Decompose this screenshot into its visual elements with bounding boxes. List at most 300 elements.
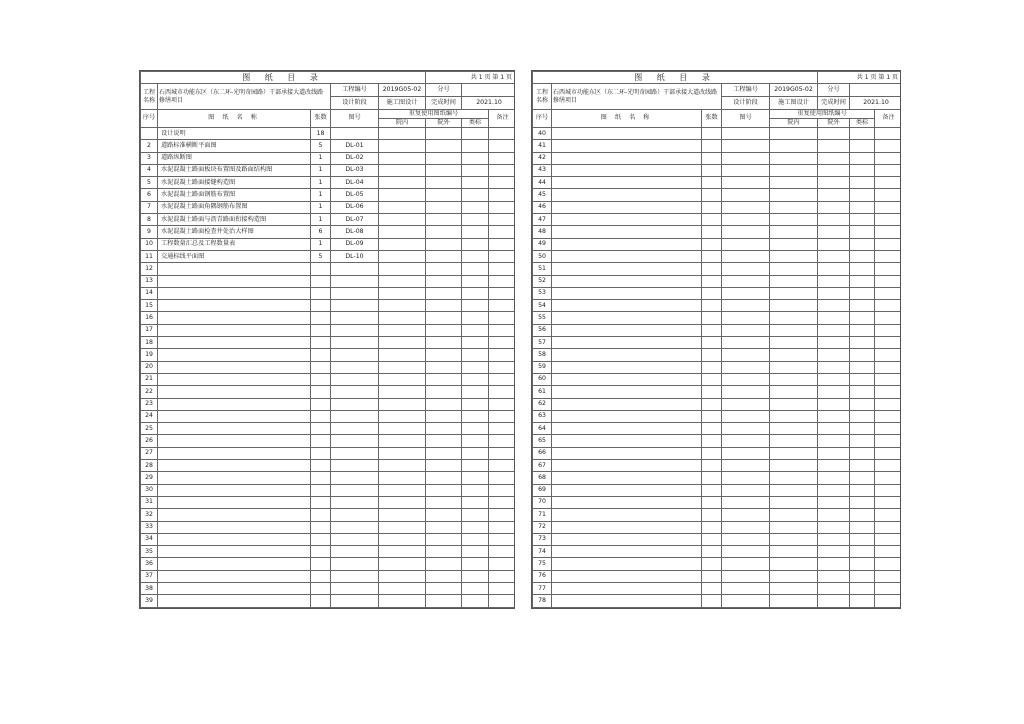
row-standard (850, 386, 875, 398)
row-remarks (875, 128, 901, 140)
col-header-internal: 院内 (379, 119, 426, 128)
row-standard (850, 152, 875, 164)
row-internal (379, 533, 426, 545)
page-count: 共 1 页 第 1 页 (818, 72, 901, 84)
row-drawing-no (722, 177, 770, 189)
row-remarks (489, 275, 515, 287)
row-standard (462, 558, 489, 570)
row-drawing-no (331, 300, 379, 312)
row-external (818, 460, 850, 472)
row-seq: 68 (533, 472, 552, 484)
row-external (818, 177, 850, 189)
completion-date-label: 完成时间 (426, 97, 462, 110)
table-row (533, 226, 902, 238)
row-standard (462, 189, 489, 201)
completion-date-label: 完成时间 (818, 97, 850, 110)
table-row (533, 337, 902, 349)
row-drawing-name: 道路纵断图 (158, 152, 311, 164)
row-seq: 76 (533, 570, 552, 582)
row-drawing-name: 水泥混凝土路面钢筋布置图 (158, 189, 311, 201)
row-drawing-no (722, 595, 770, 607)
row-seq: 26 (141, 435, 158, 447)
row-standard (462, 595, 489, 607)
sub-no-value (850, 84, 901, 97)
row-standard (850, 189, 875, 201)
row-internal (770, 214, 818, 226)
row-internal (379, 349, 426, 361)
row-internal (770, 570, 818, 582)
project-name: 石西城市功能东区（东二环-光明奇园路）干部承接大道改线路修缮项目 (552, 84, 722, 110)
row-internal (770, 263, 818, 275)
row-drawing-no (331, 546, 379, 558)
row-drawing-name (552, 201, 702, 213)
row-remarks (875, 484, 901, 496)
index-title: 图 纸 目 录 (141, 72, 426, 84)
table-row (533, 214, 902, 226)
row-seq: 25 (141, 423, 158, 435)
row-drawing-name (158, 447, 311, 459)
row-drawing-name (552, 214, 702, 226)
row-external (818, 201, 850, 213)
project-name-label: 工程名称 (533, 84, 552, 110)
row-standard (850, 496, 875, 508)
row-drawing-name (552, 312, 702, 324)
row-seq: 21 (141, 373, 158, 385)
sub-no-label: 分号 (818, 84, 850, 97)
row-seq: 52 (533, 275, 552, 287)
row-external (426, 312, 462, 324)
table-row (533, 189, 902, 201)
row-standard (462, 152, 489, 164)
row-internal (770, 558, 818, 570)
row-standard (462, 373, 489, 385)
row-drawing-no (722, 509, 770, 521)
row-sheet-count (311, 349, 331, 361)
row-internal (379, 361, 426, 373)
row-sheet-count (311, 398, 331, 410)
row-seq: 77 (533, 582, 552, 594)
row-remarks (875, 373, 901, 385)
row-drawing-no (722, 570, 770, 582)
row-seq: 72 (533, 521, 552, 533)
row-standard (462, 423, 489, 435)
row-sheet-count (311, 546, 331, 558)
row-remarks (875, 521, 901, 533)
row-drawing-name (158, 570, 311, 582)
table-row (141, 447, 516, 459)
row-internal (770, 435, 818, 447)
row-internal (379, 238, 426, 250)
row-external (426, 423, 462, 435)
page-count: 共 1 页 第 1 页 (426, 72, 515, 84)
row-seq: 6 (141, 189, 158, 201)
row-remarks (489, 509, 515, 521)
row-internal (379, 386, 426, 398)
row-drawing-no (331, 558, 379, 570)
row-sheet-count (702, 287, 722, 299)
row-drawing-no (331, 410, 379, 422)
row-standard (462, 435, 489, 447)
row-seq: 39 (141, 595, 158, 607)
row-drawing-no (331, 496, 379, 508)
row-remarks (875, 435, 901, 447)
row-sheet-count (311, 496, 331, 508)
row-seq: 10 (141, 238, 158, 250)
row-standard (850, 410, 875, 422)
row-drawing-no (331, 447, 379, 459)
row-external (818, 558, 850, 570)
table-row (533, 373, 902, 385)
row-drawing-no (331, 275, 379, 287)
row-sheet-count (311, 337, 331, 349)
row-sheet-count (702, 300, 722, 312)
row-internal (379, 287, 426, 299)
row-seq: 47 (533, 214, 552, 226)
row-external (426, 373, 462, 385)
completion-date: 2021.10 (462, 97, 515, 110)
row-drawing-no (331, 337, 379, 349)
row-drawing-no: DL-02 (331, 152, 379, 164)
col-header-name: 图 纸 名 称 (158, 110, 311, 128)
row-standard (850, 214, 875, 226)
row-seq: 69 (533, 484, 552, 496)
row-sheet-count: 6 (311, 226, 331, 238)
row-seq: 57 (533, 337, 552, 349)
row-internal (770, 496, 818, 508)
row-internal (770, 447, 818, 459)
row-external (426, 238, 462, 250)
row-drawing-no (722, 214, 770, 226)
row-sheet-count (311, 275, 331, 287)
row-internal (379, 189, 426, 201)
row-internal (379, 435, 426, 447)
row-seq: 16 (141, 312, 158, 324)
row-remarks (875, 177, 901, 189)
row-remarks (489, 570, 515, 582)
row-seq: 36 (141, 558, 158, 570)
row-seq: 71 (533, 509, 552, 521)
row-sheet-count (702, 275, 722, 287)
row-remarks (489, 361, 515, 373)
row-sheet-count (311, 386, 331, 398)
row-drawing-no (331, 595, 379, 607)
row-drawing-name (552, 521, 702, 533)
table-row (533, 410, 902, 422)
row-seq: 64 (533, 423, 552, 435)
table-row (141, 484, 516, 496)
row-drawing-no (722, 324, 770, 336)
table-row (141, 287, 516, 299)
row-drawing-no (722, 349, 770, 361)
row-sheet-count (702, 595, 722, 607)
row-drawing-name (552, 435, 702, 447)
row-sheet-count (702, 226, 722, 238)
row-internal (379, 410, 426, 422)
row-drawing-no (331, 386, 379, 398)
table-row (533, 570, 902, 582)
row-drawing-name: 设计说明 (158, 128, 311, 140)
row-seq: 38 (141, 582, 158, 594)
row-sheet-count (702, 435, 722, 447)
row-internal (379, 140, 426, 152)
row-standard (462, 128, 489, 140)
row-seq: 56 (533, 324, 552, 336)
row-standard (850, 128, 875, 140)
row-external (818, 128, 850, 140)
row-internal (379, 214, 426, 226)
table-row (533, 312, 902, 324)
row-external (426, 300, 462, 312)
row-remarks (489, 460, 515, 472)
row-drawing-name (158, 460, 311, 472)
row-standard (850, 460, 875, 472)
row-drawing-name (552, 373, 702, 385)
row-standard (850, 324, 875, 336)
row-seq: 30 (141, 484, 158, 496)
table-row (533, 509, 902, 521)
row-external (818, 521, 850, 533)
table-row (141, 349, 516, 361)
row-remarks (875, 570, 901, 582)
row-drawing-no (722, 460, 770, 472)
row-sheet-count: 1 (311, 164, 331, 176)
row-external (818, 472, 850, 484)
row-drawing-name: 水泥混凝土路面检查井处治大样图 (158, 226, 311, 238)
row-seq: 31 (141, 496, 158, 508)
row-remarks (875, 324, 901, 336)
project-name-label: 工程名称 (141, 84, 158, 110)
row-standard (462, 140, 489, 152)
row-standard (462, 349, 489, 361)
col-header-seq: 序号 (141, 110, 158, 128)
row-remarks (489, 189, 515, 201)
row-drawing-no (331, 460, 379, 472)
table-row (141, 423, 516, 435)
table-row (141, 595, 516, 607)
row-sheet-count (702, 214, 722, 226)
row-external (818, 214, 850, 226)
row-drawing-no: DL-04 (331, 177, 379, 189)
row-external (426, 386, 462, 398)
row-drawing-name (158, 373, 311, 385)
row-internal (770, 128, 818, 140)
row-internal (770, 533, 818, 545)
row-standard (462, 447, 489, 459)
row-standard (850, 287, 875, 299)
row-sheet-count (702, 324, 722, 336)
row-standard (850, 521, 875, 533)
table-row (141, 164, 516, 176)
row-external (818, 570, 850, 582)
row-external (818, 189, 850, 201)
row-remarks (489, 472, 515, 484)
row-drawing-name (552, 398, 702, 410)
table-row (533, 558, 902, 570)
row-drawing-name (158, 337, 311, 349)
col-header-external: 院外 (818, 119, 850, 128)
row-sheet-count (702, 177, 722, 189)
row-seq: 42 (533, 152, 552, 164)
row-standard (850, 472, 875, 484)
table-row (141, 472, 516, 484)
row-internal (770, 152, 818, 164)
row-internal (379, 460, 426, 472)
row-standard (462, 472, 489, 484)
row-standard (462, 275, 489, 287)
row-external (818, 435, 850, 447)
row-internal (770, 287, 818, 299)
row-drawing-no: DL-06 (331, 201, 379, 213)
row-standard (850, 201, 875, 213)
row-remarks (875, 398, 901, 410)
row-external (818, 386, 850, 398)
table-row (533, 521, 902, 533)
row-remarks (875, 275, 901, 287)
row-drawing-no: DL-05 (331, 189, 379, 201)
row-seq: 35 (141, 546, 158, 558)
row-sheet-count (702, 496, 722, 508)
row-remarks (489, 214, 515, 226)
row-drawing-name (552, 263, 702, 275)
row-standard (850, 570, 875, 582)
row-drawing-no: DL-07 (331, 214, 379, 226)
row-remarks (875, 152, 901, 164)
row-drawing-no (331, 312, 379, 324)
row-drawing-no (722, 164, 770, 176)
row-remarks (875, 263, 901, 275)
row-remarks (489, 521, 515, 533)
row-drawing-no (722, 496, 770, 508)
row-external (818, 324, 850, 336)
table-row (533, 398, 902, 410)
row-standard (462, 214, 489, 226)
table-row (141, 435, 516, 447)
row-standard (462, 496, 489, 508)
row-seq: 7 (141, 201, 158, 213)
row-internal (770, 275, 818, 287)
table-row (141, 386, 516, 398)
row-standard (850, 140, 875, 152)
table-row (141, 521, 516, 533)
table-row (141, 410, 516, 422)
row-remarks (489, 201, 515, 213)
table-row (141, 496, 516, 508)
row-seq: 65 (533, 435, 552, 447)
col-header-drawing-no: 图号 (331, 110, 379, 128)
row-sheet-count: 5 (311, 140, 331, 152)
row-drawing-name (158, 496, 311, 508)
row-drawing-name (552, 337, 702, 349)
row-drawing-name (552, 287, 702, 299)
row-remarks (489, 349, 515, 361)
col-header-external: 院外 (426, 119, 462, 128)
row-external (818, 496, 850, 508)
row-seq: 12 (141, 263, 158, 275)
row-drawing-name (552, 361, 702, 373)
row-seq: 58 (533, 349, 552, 361)
row-drawing-no: DL-08 (331, 226, 379, 238)
row-internal (379, 263, 426, 275)
table-row (533, 595, 902, 607)
row-seq: 18 (141, 337, 158, 349)
row-remarks (875, 460, 901, 472)
col-header-remarks: 备注 (875, 110, 901, 128)
row-sheet-count (702, 533, 722, 545)
row-sheet-count (702, 250, 722, 262)
row-remarks (875, 140, 901, 152)
row-drawing-name (552, 582, 702, 594)
row-external (426, 250, 462, 262)
row-external (426, 460, 462, 472)
row-drawing-name (552, 164, 702, 176)
row-sheet-count (702, 189, 722, 201)
row-internal (770, 472, 818, 484)
table-row (533, 546, 902, 558)
row-standard (462, 582, 489, 594)
row-drawing-name (552, 250, 702, 262)
row-sheet-count: 1 (311, 201, 331, 213)
row-drawing-name (158, 300, 311, 312)
row-drawing-no (722, 373, 770, 385)
row-external (426, 164, 462, 176)
row-standard (462, 546, 489, 558)
row-external (426, 582, 462, 594)
row-remarks (489, 558, 515, 570)
table-row (141, 337, 516, 349)
row-seq: 51 (533, 263, 552, 275)
row-standard (850, 484, 875, 496)
row-remarks (875, 250, 901, 262)
row-seq: 24 (141, 410, 158, 422)
row-remarks (489, 386, 515, 398)
row-external (818, 300, 850, 312)
row-external (818, 398, 850, 410)
row-sheet-count (702, 238, 722, 250)
row-seq: 8 (141, 214, 158, 226)
row-external (426, 128, 462, 140)
row-external (426, 447, 462, 459)
row-external (818, 250, 850, 262)
table-row (533, 386, 902, 398)
row-seq: 54 (533, 300, 552, 312)
row-seq: 14 (141, 287, 158, 299)
row-seq: 34 (141, 533, 158, 545)
row-drawing-name (552, 189, 702, 201)
table-row (141, 582, 516, 594)
design-stage-label: 设计阶段 (331, 97, 379, 110)
design-stage: 施工图设计 (379, 97, 426, 110)
row-internal (770, 300, 818, 312)
row-drawing-no (722, 582, 770, 594)
row-remarks (489, 140, 515, 152)
row-drawing-no (722, 361, 770, 373)
row-drawing-no (722, 140, 770, 152)
col-header-sheets: 张数 (702, 110, 722, 128)
row-remarks (489, 423, 515, 435)
row-drawing-name (158, 349, 311, 361)
col-header-name: 图 纸 名 称 (552, 110, 702, 128)
row-drawing-no (722, 189, 770, 201)
row-drawing-no (722, 447, 770, 459)
table-row (533, 472, 902, 484)
table-row (533, 496, 902, 508)
row-remarks (875, 447, 901, 459)
row-drawing-no (722, 128, 770, 140)
table-row (533, 287, 902, 299)
row-standard (462, 312, 489, 324)
row-standard (850, 349, 875, 361)
row-drawing-no (331, 582, 379, 594)
